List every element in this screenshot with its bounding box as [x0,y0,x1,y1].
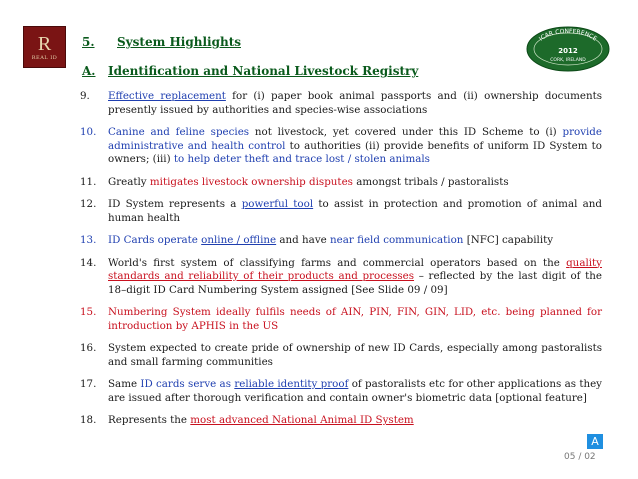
item-text-segment: amongst tribals / pastoralists [352,175,509,188]
highlighted-phrase: Effective replacement [108,90,226,102]
list-item [80,234,602,248]
page-number: 05 / 02 [564,452,596,462]
highlighted-phrase: near field communication [330,234,464,246]
real-id-logo [23,26,66,68]
subsection-letter: A. [82,64,96,78]
list-item [80,176,602,190]
logo-letter: R [37,32,52,55]
item-text [108,176,602,190]
item-number: 12. [80,198,97,210]
list-item [80,198,602,225]
section-badge: A [587,434,603,449]
highlighted-phrase: to help deter theft and trace lost / stolen animals [173,153,430,165]
subsection-title: Identification and National Livestock Registry [108,64,419,78]
list-item [80,90,602,117]
item-number: 13. [80,234,97,246]
highlighted-phrase: online / offline [201,234,277,246]
item-text [108,126,602,167]
highlighted-phrase: ID cards serve as [140,378,231,390]
icar-conference-seal [526,26,610,72]
list-item [80,126,602,167]
highlighted-phrase: reliable identity proof [234,378,349,390]
item-text-segment: ID System represents a [108,198,242,210]
item-number: 17. [80,378,97,390]
item-text-segment: – reflected by the last digit of the 18–digit ID Card Numbering System assigned [See Slide 09 / 09] [108,270,602,296]
highlighted-phrase: ID Cards operate [108,234,198,246]
highlighted-phrase: most advanced National Animal ID System [190,414,414,426]
item-text-segment: not livestock, yet covered under this ID Scheme to (i) [249,126,563,138]
item-text [108,414,602,428]
item-text [108,342,602,369]
highlights-list [80,90,602,437]
item-text-segment: [NFC] capability [463,234,554,246]
highlighted-phrase: provide administrative and health control [108,126,602,152]
seal-line1: ICAR CONFERENCE [537,27,599,43]
item-number: 14. [80,256,97,269]
list-item [80,257,602,298]
section-title: System Highlights [117,35,241,49]
item-text [108,198,602,225]
highlighted-phrase: quality standards and reliability of their products and processes [108,256,602,282]
item-text-segment: System expected to create pride of ownership of new ID Cards, especially among pastoralists and small farming communities [108,342,602,368]
item-text-segment: Greatly [108,175,150,188]
seal-place: CORK, IRELAND [550,58,586,63]
item-number: 9. [80,90,90,102]
section-number: 5. [82,35,95,49]
item-text-segment: to assist in protection and promotion of animal and human health [108,198,602,224]
item-text-segment: Represents the [108,414,191,426]
item-text-segment: Same [108,378,141,390]
list-item [80,378,602,405]
item-text-segment: World's first system of classifying farms and commercial operators based on the [108,256,567,269]
highlighted-phrase: Canine and feline species [108,126,250,138]
item-text [108,257,602,298]
item-text-segment: for (i) paper book animal passports and (ii) ownership documents presently issued by authorities and species-wise associations [108,90,602,116]
item-text [108,90,602,117]
highlighted-phrase: mitigates livestock ownership disputes [149,175,353,188]
item-text [108,306,602,333]
highlighted-phrase: Numbering System ideally fulfils needs of AIN, PIN, FIN, GIN, LID, etc. being planned for introduction by APHIS in the US [108,306,602,332]
item-number: 10. [80,126,97,138]
highlighted-phrase: powerful tool [241,198,314,210]
item-number: 16. [80,342,97,354]
item-text [108,378,602,405]
list-item [80,414,602,428]
item-number: 18. [80,414,97,426]
seal-year: 2012 [558,47,578,55]
item-text-segment: and have [276,234,331,246]
item-number: 11. [80,175,97,188]
list-item [80,342,602,369]
item-text-segment: to authorities (ii) provide benefits of uniform ID System to owners; (iii) [108,139,602,165]
list-item [80,306,602,333]
item-text [108,234,602,248]
item-text-segment: of pastoralists etc for other applications as they are issued after thorough verification and contain owner's biometric data [optional feature] [108,378,603,404]
item-number: 15. [80,306,97,318]
logo-text: REAL ID [31,54,58,61]
